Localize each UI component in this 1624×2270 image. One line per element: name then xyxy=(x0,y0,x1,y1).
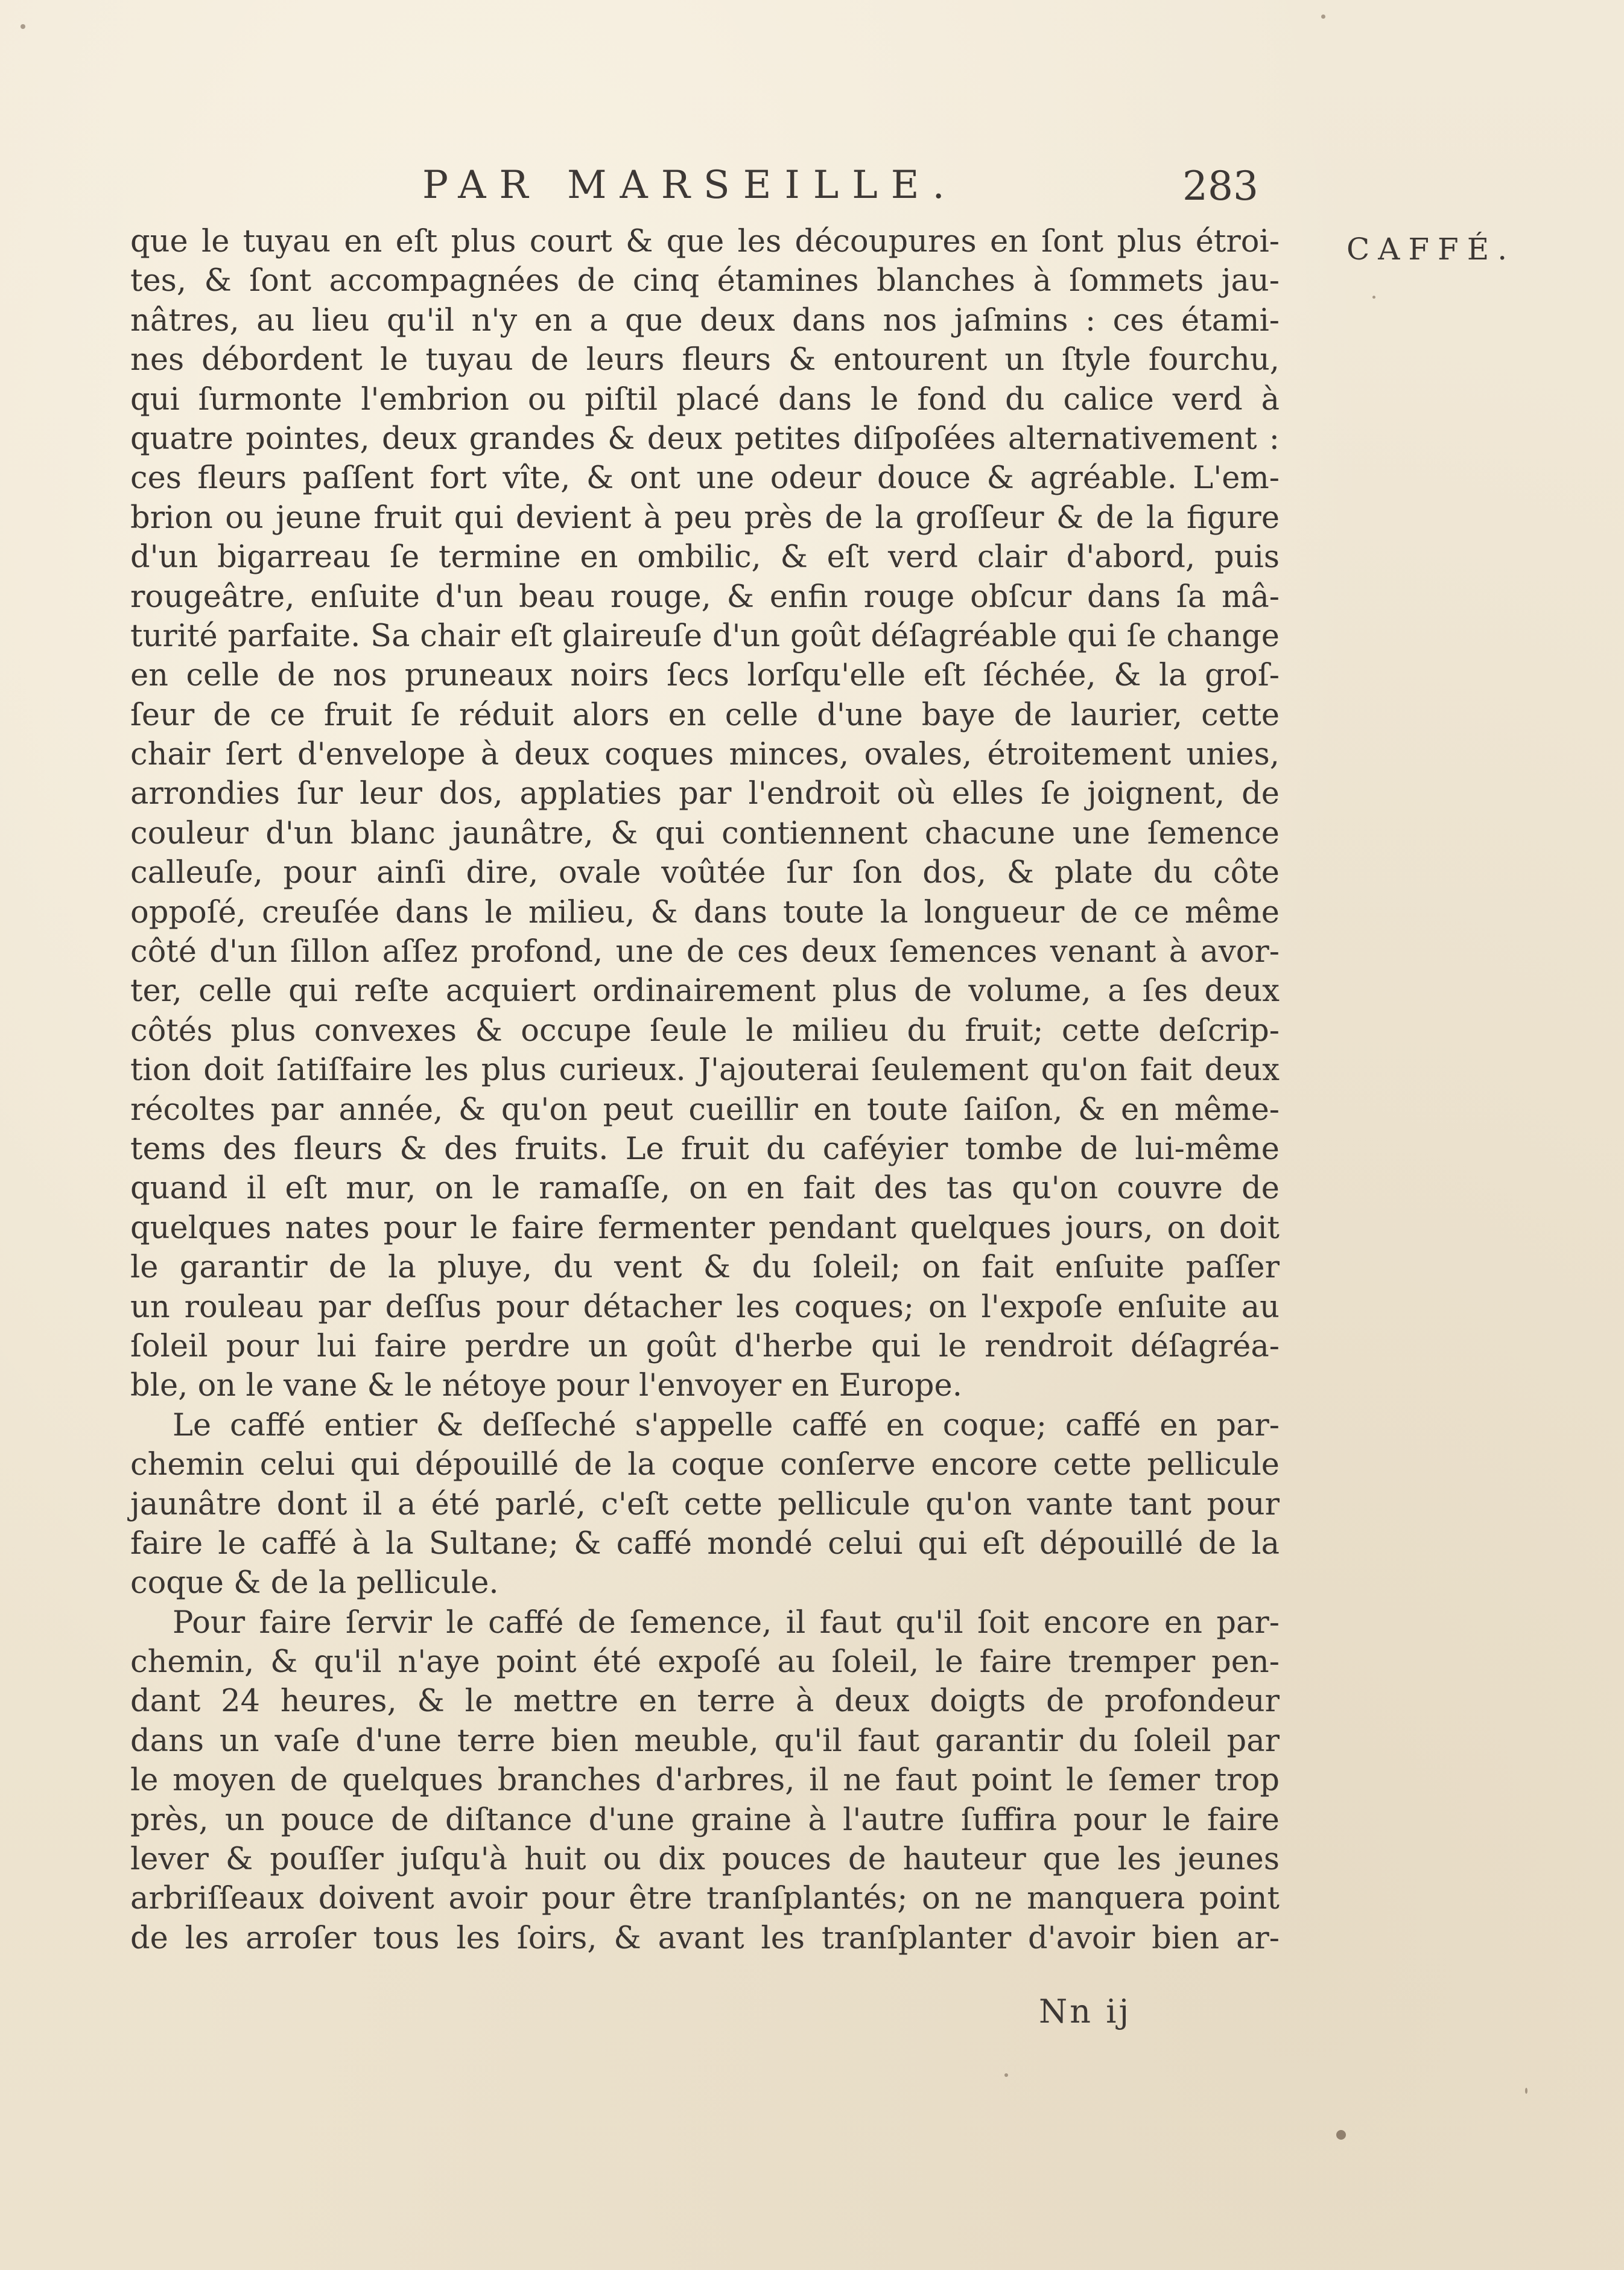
text-line: Pour faire ſervir le caffé de ſemence, il faut qu'il ſoit encore en par- xyxy=(173,1604,1280,1641)
text-line: lever & pouſſer juſqu'à huit ou dix pouces de hauteur que les jeunes xyxy=(130,1842,1280,1878)
text-line: récoltes par année, & qu'on peut cueillir en toute ſaiſon, & en même- xyxy=(130,1092,1280,1128)
text-line: dant 24 heures, & le mettre en terre à deux doigts de profondeur xyxy=(130,1683,1280,1720)
text-line: tems des fleurs & des fruits. Le fruit du caféyier tombe de lui-même xyxy=(130,1131,1280,1167)
text-line: d'un bigarreau ſe termine en ombilic, & eſt verd clair d'abord, puis xyxy=(130,539,1280,576)
text-line: quelques nates pour le faire fermenter pendant quelques jours, on doit xyxy=(130,1210,1280,1246)
text-line: arrondies ſur leur dos, applaties par l'endroit où elles ſe joignent, de xyxy=(130,776,1280,812)
text-line: chemin celui qui dépouillé de la coque conſerve encore cette pellicule xyxy=(130,1447,1280,1483)
text-line: turité parfaite. Sa chair eſt glaireuſe d'un goût déſagréable qui ſe change xyxy=(130,618,1280,654)
signature-mark: Nn ij xyxy=(1039,1992,1132,2030)
text-line: faire le caffé à la Sultane; & caffé mondé celui qui eſt dépouillé de la xyxy=(130,1525,1280,1562)
text-line: calleuſe, pour ainſi dire, ovale voûtée ſur ſon dos, & plate du côte xyxy=(130,855,1280,891)
margin-note: CAFFÉ. xyxy=(1346,232,1516,267)
text-line: tes, & ſont accompagnées de cinq étamines blanches à ſommets jau- xyxy=(130,263,1280,299)
text-line: le garantir de la pluye, du vent & du ſoleil; on fait enſuite paſſer xyxy=(130,1250,1280,1286)
text-line: Le caffé entier & deſſeché s'appelle caffé en coque; caffé en par- xyxy=(173,1407,1280,1443)
text-line: ſeur de ce fruit ſe réduit alors en celle d'une baye de laurier, cette xyxy=(130,697,1280,733)
text-line: arbriſſeaux doivent avoir pour être tranſplantés; on ne manquera point xyxy=(130,1881,1280,1917)
text-line: chair ſert d'envelope à deux coques minces, ovales, étroitement unies, xyxy=(130,737,1280,773)
text-line: près, un pouce de diſtance d'une graine à l'autre ſuffira pour le faire xyxy=(130,1802,1280,1838)
text-line: coque & de la pellicule. xyxy=(130,1565,499,1601)
text-line: oppoſé, creuſée dans le milieu, & dans toute la longueur de ce même xyxy=(130,894,1280,930)
text-line: couleur d'un blanc jaunâtre, & qui contiennent chacune une ſemence xyxy=(130,815,1280,851)
text-line: ſoleil pour lui faire perdre un goût d'herbe qui le rendroit déſagréa- xyxy=(130,1328,1280,1364)
text-line: dans un vaſe d'une terre bien meuble, qu'il faut garantir du ſoleil par xyxy=(130,1723,1280,1759)
page-number: 283 xyxy=(1182,163,1258,209)
paper-speck xyxy=(1004,2073,1008,2077)
paper-speck xyxy=(21,24,25,29)
text-line: brion ou jeune fruit qui devient à peu près de la groſſeur & de la figure xyxy=(130,500,1280,536)
text-line: le moyen de quelques branches d'arbres, il ne faut point le ſemer trop xyxy=(130,1763,1280,1799)
text-line: quand il eſt mur, on le ramaſſe, on en fait des tas qu'on couvre de xyxy=(130,1171,1280,1207)
text-line: ces fleurs paſſent fort vîte, & ont une odeur douce & agréable. L'em- xyxy=(130,460,1280,497)
running-head: PAR MARSEILLE. xyxy=(422,163,958,208)
paper-speck xyxy=(1321,14,1325,19)
paper-speck xyxy=(1372,296,1375,299)
body-text xyxy=(130,222,1280,1958)
text-line: côtés plus convexes & occupe ſeule le milieu du fruit; cette deſcrip- xyxy=(130,1013,1280,1049)
text-line: tion doit ſatiſfaire les plus curieux. J'ajouterai ſeulement qu'on fait deux xyxy=(130,1052,1280,1089)
text-line: de les arroſer tous les ſoirs, & avant les tranſplanter d'avoir bien ar- xyxy=(130,1920,1280,1956)
text-line: jaunâtre dont il a été parlé, c'eſt cette pellicule qu'on vante tant pour xyxy=(130,1486,1280,1522)
text-line: ble, on le vane & le nétoye pour l'envoyer en Europe. xyxy=(130,1368,962,1404)
text-line: nâtres, au lieu qu'il n'y en a que deux dans nos jaſmins : ces étami- xyxy=(130,302,1280,339)
text-line: chemin, & qu'il n'aye point été expoſé au ſoleil, le faire tremper pen- xyxy=(130,1644,1280,1680)
text-line: en celle de nos pruneaux noirs ſecs lorſqu'elle eſt ſéchée, & la groſ- xyxy=(130,658,1280,694)
text-line: que le tuyau en eſt plus court & que les découpures en ſont plus étroi- xyxy=(130,224,1280,259)
text-line: rougeâtre, enſuite d'un beau rouge, & enfin rouge obſcur dans ſa mâ- xyxy=(130,579,1280,615)
text-line: ter, celle qui reſte acquiert ordinairement plus de volume, a ſes deux xyxy=(130,973,1280,1009)
text-line: un rouleau par deſſus pour détacher les coques; on l'expoſe enſuite au xyxy=(130,1289,1280,1325)
text-line: nes débordent le tuyau de leurs fleurs & entourent un ſtyle fourchu, xyxy=(130,342,1280,378)
paper-speck xyxy=(1525,2088,1527,2094)
text-line: qui ſurmonte l'embrion ou piſtil placé dans le fond du calice verd à xyxy=(130,381,1280,418)
text-line: quatre pointes, deux grandes & deux petites diſpoſées alternativement : xyxy=(130,421,1280,457)
text-line: côté d'un ſillon aſſez profond, une de ces deux ſemences venant à avor- xyxy=(130,934,1280,970)
paper-speck xyxy=(1336,2130,1346,2140)
